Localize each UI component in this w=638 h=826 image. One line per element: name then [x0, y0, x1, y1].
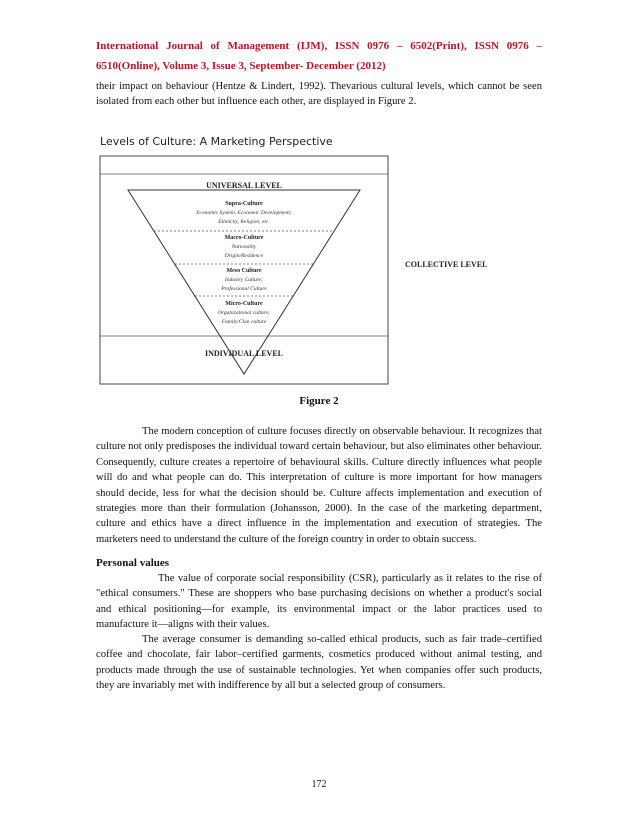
macro-culture-label: Macro-Culture: [224, 235, 264, 241]
meso-culture-detail-1: Industry Culture;: [224, 277, 264, 283]
journal-header: [96, 36, 542, 76]
figure-title: Levels of Culture: A Marketing Perspective: [100, 135, 333, 148]
meso-culture-detail-2: Professional Culture: [221, 286, 267, 292]
culture-diagram: [96, 126, 542, 388]
body-paragraph-3: The average consumer is demanding so-called ethical products, such as fair trade–certified coffee and chocolate, fair labor–certified garments, cosmetics produced without animal testing, and products made through the use of sustainable technologies. Yet when companies offer such products, they are invariably met with indifference by all but a selected group of consumers.: [96, 634, 542, 692]
supra-culture-detail-1: Economic System, Economic Development;: [196, 210, 292, 216]
macro-culture-detail-1: Nationality: [231, 244, 257, 250]
journal-header-line-2: 6510(Online), Volume 3, Issue 3, September- December (2012): [96, 60, 386, 72]
journal-header-line-1: International Journal of Management (IJM), ISSN 0976 – 6502(Print), ISSN 0976 –: [96, 40, 542, 52]
micro-culture-detail-1: Organizational culture;: [218, 310, 270, 316]
levels-of-culture-figure: [96, 126, 542, 388]
intro-paragraph: their impact on behaviour (Hentze & Lindert, 1992). Thevarious cultural levels, which cannot be seen isolated from each other but influence each other, are displayed in Figure 2.: [96, 81, 542, 108]
individual-level-label: INDIVIDUAL LEVEL: [204, 349, 284, 358]
supra-culture-detail-2: Ethnicity, Religion, etc.: [218, 219, 270, 225]
meso-culture-label: Meso Culture: [226, 268, 262, 274]
micro-culture-detail-2: Family/Clan culture: [221, 319, 267, 325]
body-paragraph-1: The modern conception of culture focuses directly on observable behaviour. It recognizes that culture not only predisposes the individual toward certain behaviour, but also eliminates other behaviour. Consequently, culture creates a repertoire of behavioural skills. Culture directly influences what people will do and what people can do. This interpretation of culture is more important for how managers should decide, less for what the decision should be. Culture affects implementation and execution of strategies more than their formulation (Johansson, 2000). In the case of the marketing department, culture and ethics have a direct influence in the implementation and execution of strategies. The marketers need to understand the culture of the foreign country in order to obtain success.: [96, 426, 542, 545]
figure-caption: Figure 2: [299, 395, 339, 407]
micro-culture-label: Micro-Culture: [225, 301, 263, 307]
section-heading: Personal values: [96, 557, 170, 569]
supra-culture-label: Supra-Culture: [225, 201, 263, 207]
universal-level-label: UNIVERSAL LEVEL: [206, 181, 282, 190]
collective-level-label: COLLECTIVE LEVEL: [405, 260, 488, 269]
body-paragraph-2: The value of corporate social responsibility (CSR), particularly as it relates to the rise of "ethical consumers." These are shoppers who base purchasing decisions on whether a product's social and ethical positioning—for example, its environmental impact or the labor practices used to manufacture it—aligns with their values.: [96, 573, 542, 631]
page-number: 172: [311, 779, 327, 790]
macro-culture-detail-2: Origin/Residence: [224, 253, 264, 259]
